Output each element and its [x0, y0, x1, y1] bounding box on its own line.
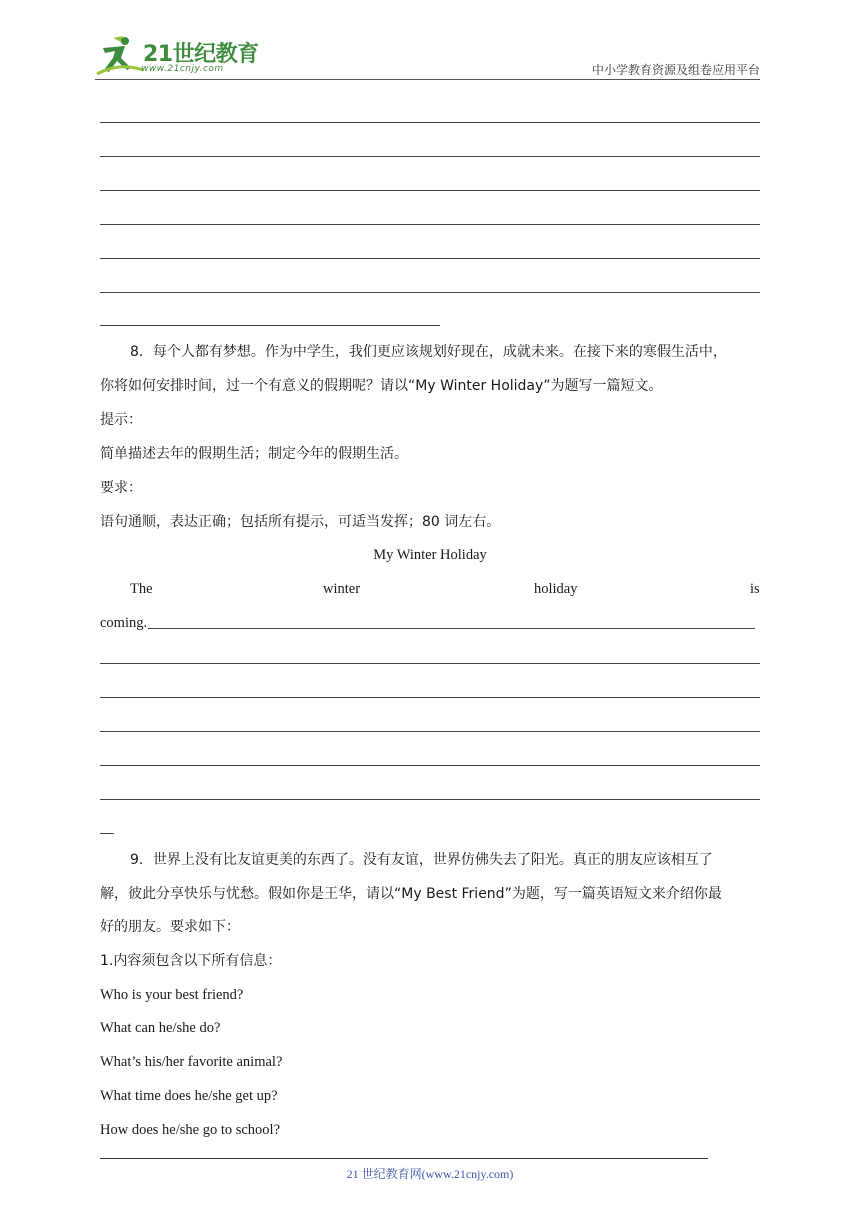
answer-line — [100, 190, 760, 191]
platform-name: 中小学教育资源及组卷应用平台 — [591, 63, 760, 77]
header-divider — [95, 79, 760, 80]
q9-prompt-line1: 9．世界上没有比友谊更美的东西了。没有友谊，世界仿佛失去了阳光。真正的朋友应该相互了 — [130, 852, 713, 868]
q9-question: What’s his/her favorite animal? — [100, 1054, 283, 1070]
site-logo — [95, 34, 265, 78]
q9-question: Who is your best friend? — [100, 987, 244, 1003]
q9-requirement-1: 1.内容须包含以下所有信息： — [100, 953, 282, 969]
q8-start-word: holiday — [534, 581, 578, 597]
q8-requirement-label: 要求： — [100, 480, 142, 496]
q8-essay-title: My Winter Holiday — [373, 547, 487, 563]
logo-url: www.21cnjy.com — [141, 64, 224, 74]
q9-question: How does he/she go to school? — [100, 1122, 281, 1138]
answer-line — [100, 765, 760, 766]
q9-prompt-line3: 好的朋友。要求如下： — [100, 919, 240, 935]
q8-hint: 简单描述去年的假期生活；制定今年的假期生活。 — [100, 446, 408, 462]
answer-line — [100, 833, 114, 834]
answer-line — [100, 224, 760, 225]
logo-text: 21世纪教育 — [143, 42, 259, 67]
q9-prompt-line2: 解，彼此分享快乐与忧愁。假如你是王华，请以“My Best Friend”为题，写一篇英语短文来介绍你最 — [100, 886, 722, 902]
q8-prompt-line2: 你将如何安排时间，过一个有意义的假期呢？请以“My Winter Holiday”为题写一篇短文。 — [100, 378, 663, 394]
q8-start-end: coming. — [100, 615, 148, 631]
answer-line — [100, 156, 760, 157]
answer-line — [100, 325, 440, 326]
q9-question: What can he/she do? — [100, 1020, 221, 1036]
answer-line — [100, 663, 760, 664]
q8-hint-label: 提示： — [100, 412, 142, 428]
answer-line — [100, 697, 760, 698]
answer-line — [100, 292, 760, 293]
q8-requirement: 语句通顺，表达正确；包括所有提示，可适当发挥；80 词左右。 — [100, 514, 501, 530]
q8-start-word: winter — [323, 581, 361, 597]
q8-start-word: is — [750, 581, 760, 597]
q9-question: What time does he/she get up? — [100, 1088, 278, 1104]
answer-line — [100, 258, 760, 259]
footer-divider — [100, 1158, 708, 1159]
q8-start-word: The — [130, 581, 153, 597]
page-header — [95, 34, 760, 80]
q8-prompt-line1: 8．每个人都有梦想。作为中学生，我们更应该规划好现在，成就未来。在接下来的寒假生活中， — [130, 344, 727, 360]
answer-line — [100, 731, 760, 732]
answer-line — [148, 628, 755, 629]
footer-text: 21 世纪教育网(www.21cnjy.com) — [346, 1167, 514, 1181]
answer-line — [100, 799, 760, 800]
runner-logo-icon — [95, 34, 145, 76]
answer-line — [100, 122, 760, 123]
